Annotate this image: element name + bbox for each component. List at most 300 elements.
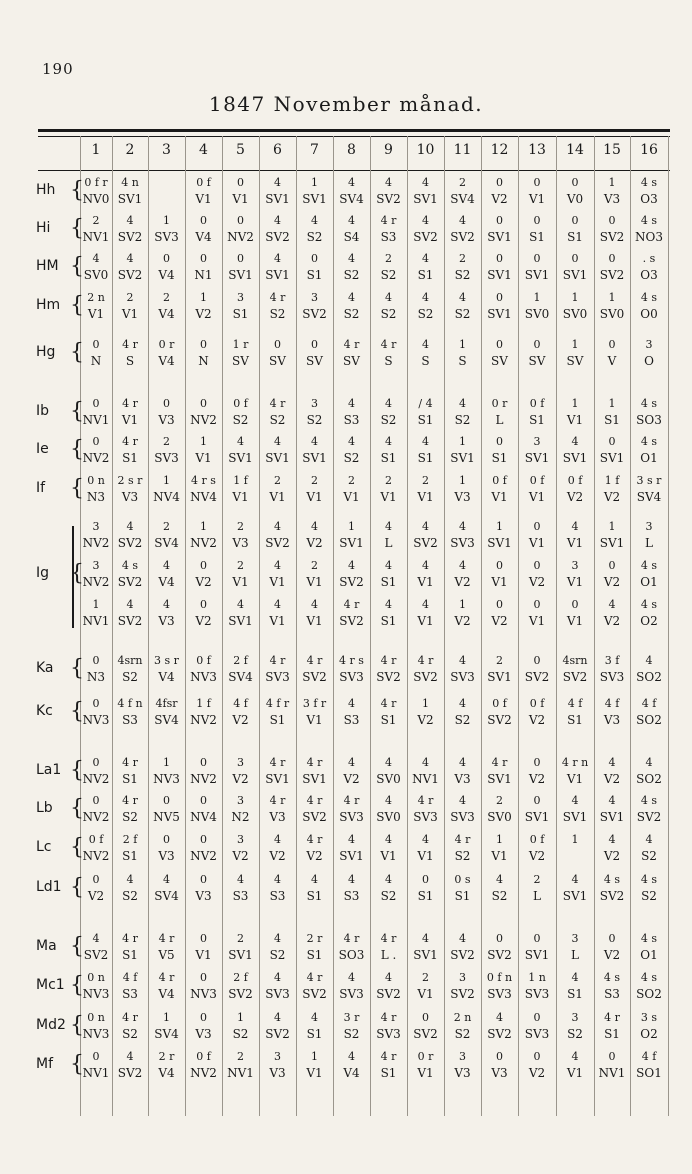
table-cell	[444, 871, 481, 905]
table-cell	[148, 596, 185, 630]
wind-value: S3	[269, 889, 286, 903]
cloud-value: 1	[200, 291, 207, 304]
cloud-value: 4	[459, 559, 466, 572]
table-cell	[481, 831, 518, 865]
table-cell	[112, 1009, 148, 1043]
wind-value: N	[90, 354, 102, 368]
day-header: 10	[416, 142, 435, 158]
wind-value: NO3	[635, 230, 663, 244]
wind-value: V1	[269, 614, 286, 628]
wind-value: S1	[232, 307, 249, 321]
table-cell	[407, 1048, 444, 1082]
cloud-value: 0	[533, 1050, 541, 1063]
wind-value: V0	[566, 192, 584, 206]
cloud-value: 4	[311, 873, 318, 886]
wind-value: SV1	[265, 451, 290, 465]
cloud-value: 4 r	[306, 833, 323, 846]
table-cell	[296, 395, 333, 429]
cloud-value: 0	[92, 397, 100, 410]
wind-value: V3	[454, 1066, 471, 1080]
wind-value: SV3	[524, 1027, 550, 1041]
cloud-value: 4	[126, 520, 134, 533]
cloud-value: 4	[163, 873, 170, 886]
table-cell	[481, 336, 518, 370]
table-cell	[112, 472, 148, 506]
wind-value: NV1	[82, 1066, 110, 1080]
wind-value: SV1	[524, 268, 550, 282]
table-cell	[630, 472, 668, 506]
table-cell	[630, 596, 668, 630]
wind-value: SV2	[376, 987, 401, 1001]
cloud-value: 0	[533, 559, 541, 572]
table-cell	[594, 1048, 630, 1082]
wind-value: SV2	[599, 889, 625, 903]
table-cell	[444, 831, 481, 865]
wind-value: SV1	[524, 451, 550, 465]
table-cell	[333, 395, 370, 429]
cloud-value: 4srn	[117, 654, 143, 667]
table-cell	[333, 792, 370, 826]
cloud-value: 0 f r	[84, 176, 108, 189]
day-header: 15	[603, 142, 621, 158]
table-cell	[148, 518, 185, 552]
cloud-value: 0	[92, 1050, 100, 1063]
table-cell	[112, 831, 148, 865]
page-title: 1847 November månad.	[208, 92, 484, 116]
table-cell	[444, 336, 481, 370]
cloud-value: 4fsr	[155, 697, 178, 710]
cloud-value: 4 f	[567, 697, 583, 710]
cloud-value: 0	[608, 252, 616, 265]
table-cell	[112, 969, 148, 1003]
wind-value: S3	[343, 713, 360, 727]
wind-value: NV2	[82, 451, 110, 465]
wind-value: S1	[529, 230, 545, 244]
cloud-value: 1	[571, 833, 579, 846]
row-label: Ig	[36, 565, 50, 581]
cloud-value: 4	[422, 291, 429, 304]
cloud-value: 4	[645, 833, 653, 846]
wind-value: SV1	[599, 536, 625, 550]
wind-value: SV1	[413, 948, 438, 962]
table-cell	[630, 695, 668, 729]
table-cell	[518, 289, 556, 323]
table-cell	[518, 871, 556, 905]
cloud-value: 0	[163, 833, 170, 846]
cloud-value: 0 f	[196, 176, 211, 189]
wind-value: SV1	[265, 268, 290, 282]
cloud-value: 0 n	[87, 474, 105, 487]
table-cell	[80, 518, 112, 552]
cloud-value: 4	[348, 559, 355, 572]
wind-value: V3	[491, 1066, 508, 1080]
cloud-value	[148, 174, 185, 191]
cloud-value: 4	[348, 291, 355, 304]
table-cell	[407, 871, 444, 905]
wind-value: SV2	[487, 948, 512, 962]
table-cell	[407, 518, 444, 552]
cloud-value: 4 r	[306, 756, 323, 769]
table-cell	[407, 652, 444, 686]
cloud-value: 4	[126, 1050, 134, 1063]
cloud-value: 4 r	[343, 598, 360, 611]
cloud-value: 2	[237, 559, 244, 572]
cloud-value: 0	[533, 794, 541, 807]
cloud-value: 4 s	[640, 794, 658, 807]
table-cell	[518, 695, 556, 729]
table-cell	[407, 557, 444, 591]
cloud-value: 4	[274, 520, 281, 533]
table-cell	[148, 250, 185, 284]
wind-value: V1	[343, 490, 360, 504]
table-cell	[370, 652, 407, 686]
cloud-value: 3	[571, 559, 579, 572]
wind-value: V1	[121, 413, 139, 427]
cloud-value: 4	[422, 520, 429, 533]
table-cell	[556, 212, 594, 246]
wind-value: S2	[454, 413, 471, 427]
row-label: Ka	[36, 660, 54, 676]
cloud-value: 4 r	[380, 932, 397, 945]
wind-value: S2	[306, 230, 323, 244]
wind-value: V1	[380, 849, 397, 863]
table-cell	[259, 336, 296, 370]
table-cell	[148, 212, 185, 246]
wind-value: S1	[417, 268, 434, 282]
cloud-value: 3	[459, 971, 466, 984]
row-brace: {	[70, 178, 84, 203]
cloud-value: 1 f	[604, 474, 620, 487]
cloud-value: 2	[422, 474, 429, 487]
wind-value: V3	[121, 490, 139, 504]
cloud-value: 0	[496, 214, 503, 227]
wind-value: SV	[232, 354, 249, 368]
table-cell	[222, 695, 259, 729]
header-bottom-rule	[38, 170, 670, 171]
day-header: 2	[125, 142, 135, 158]
wind-value: S2	[380, 268, 397, 282]
table-cell	[112, 695, 148, 729]
table-cell	[222, 1048, 259, 1082]
cloud-value: 0	[571, 252, 579, 265]
table-cell	[185, 831, 222, 865]
wind-value: SV2	[450, 987, 475, 1001]
cloud-value: 4 r	[158, 971, 175, 984]
table-cell	[185, 754, 222, 788]
cloud-value: 0	[608, 435, 616, 448]
wind-value: S2	[641, 849, 657, 863]
cloud-value: 4	[274, 1011, 281, 1024]
wind-value: S2	[269, 307, 286, 321]
wind-value: S1	[122, 849, 138, 863]
table-cell	[333, 754, 370, 788]
wind-value: V1	[380, 490, 397, 504]
cloud-value: 4	[348, 833, 355, 846]
cloud-value: 0	[533, 756, 541, 769]
wind-value: V4	[158, 354, 175, 368]
row-label: Ib	[36, 403, 50, 419]
table-cell	[370, 792, 407, 826]
table-cell	[556, 754, 594, 788]
cloud-value: 4	[571, 794, 579, 807]
table-cell	[518, 930, 556, 964]
cloud-value: 4	[274, 971, 281, 984]
cloud-value: / 4	[418, 397, 433, 410]
table-cell	[444, 792, 481, 826]
table-cell	[630, 433, 668, 467]
day-header: 12	[490, 142, 509, 158]
wind-value: V1	[566, 575, 584, 589]
wind-value: V1	[566, 772, 584, 786]
cloud-value: 2	[237, 932, 244, 945]
day-header: 11	[453, 142, 472, 158]
cloud-value: 2 n	[453, 1011, 472, 1024]
cloud-value: 1	[459, 435, 466, 448]
cloud-value: 4 s	[603, 873, 621, 886]
day-header: 5	[236, 142, 245, 158]
wind-value: NV2	[82, 575, 110, 589]
table-cell	[630, 336, 668, 370]
table-cell	[594, 174, 630, 208]
cloud-value: 4	[422, 252, 429, 265]
cloud-value: 4	[385, 397, 392, 410]
cloud-value: 1	[92, 598, 100, 611]
table-cell	[370, 174, 407, 208]
cloud-value: 1	[163, 474, 170, 487]
table-cell	[518, 336, 556, 370]
table-cell	[80, 871, 112, 905]
wind-value: S1	[269, 713, 286, 727]
table-cell	[222, 250, 259, 284]
cloud-value: 3	[571, 932, 579, 945]
cloud-value: 4 r	[306, 654, 323, 667]
table-cell	[259, 433, 296, 467]
table-cell	[594, 518, 630, 552]
cloud-value: 0	[92, 756, 100, 769]
cloud-value: 4	[385, 971, 392, 984]
table-cell	[296, 1009, 333, 1043]
wind-value: SO3	[636, 413, 662, 427]
cloud-value: 4 r	[380, 214, 397, 227]
table-cell	[333, 250, 370, 284]
cloud-value: 1	[608, 176, 616, 189]
page-number: 190	[42, 60, 74, 78]
cloud-value: 4	[311, 598, 318, 611]
wind-value: S3	[604, 987, 620, 1001]
wind-value: S2	[380, 413, 397, 427]
table-cell	[333, 336, 370, 370]
wind-value: S2	[567, 1027, 583, 1041]
table-cell	[222, 174, 259, 208]
wind-value: S1	[122, 772, 138, 786]
row-brace: {	[70, 293, 84, 318]
table-cell	[481, 871, 518, 905]
table-cell	[407, 930, 444, 964]
table-cell	[518, 472, 556, 506]
table-cell	[518, 969, 556, 1003]
cloud-value: 1	[200, 435, 207, 448]
cloud-value: 2	[163, 291, 170, 304]
table-cell	[407, 472, 444, 506]
table-cell	[556, 472, 594, 506]
table-cell	[556, 336, 594, 370]
cloud-value: 3	[459, 1050, 466, 1063]
cloud-value: 2	[459, 176, 466, 189]
wind-value: S	[125, 354, 135, 368]
wind-value: V1	[528, 536, 546, 550]
table-cell	[481, 395, 518, 429]
table-cell	[556, 792, 594, 826]
cloud-value: 4 r	[604, 1011, 620, 1024]
wind-value: NV2	[190, 413, 217, 427]
table-cell	[148, 557, 185, 591]
wind-value: V1	[195, 451, 212, 465]
table-cell	[630, 831, 668, 865]
cloud-value: 0 f	[529, 697, 545, 710]
wind-value: V2	[306, 536, 323, 550]
wind-value: V1	[417, 1066, 434, 1080]
cloud-value: 2	[237, 520, 244, 533]
cloud-value: 4	[237, 873, 244, 886]
table-cell	[556, 831, 594, 865]
wind-value: SV2	[117, 575, 143, 589]
cloud-value: 0	[200, 873, 207, 886]
wind-value: SV2	[265, 230, 290, 244]
wind-value: V2	[603, 490, 621, 504]
cloud-value: 4	[459, 291, 466, 304]
wind-value: SV4	[228, 670, 253, 684]
cloud-value: 4 f r	[265, 697, 290, 710]
wind-value: S1	[417, 413, 434, 427]
cloud-value: 0	[608, 214, 616, 227]
cloud-value: 4	[348, 1050, 355, 1063]
wind-value: NV3	[190, 670, 217, 684]
cloud-value: 1	[422, 697, 429, 710]
table-cell	[594, 695, 630, 729]
table-cell	[594, 930, 630, 964]
cloud-value: 0	[496, 1050, 503, 1063]
wind-value: S3	[343, 413, 360, 427]
table-cell	[222, 395, 259, 429]
row-brace: {	[70, 1052, 84, 1077]
cloud-value: 4 r s	[191, 474, 216, 487]
cloud-value: 4	[348, 252, 355, 265]
table-cell	[296, 557, 333, 591]
wind-value: V2	[269, 849, 286, 863]
wind-value: SV2	[83, 948, 109, 962]
table-cell	[556, 1009, 594, 1043]
table-cell	[518, 1048, 556, 1082]
cloud-value: 3	[571, 1011, 579, 1024]
cloud-value: 3	[237, 794, 244, 807]
cloud-value: 0	[163, 397, 170, 410]
wind-value: SV1	[487, 536, 512, 550]
table-cell	[594, 250, 630, 284]
cloud-value: 0	[571, 598, 579, 611]
table-cell	[296, 754, 333, 788]
table-cell	[333, 472, 370, 506]
table-cell	[370, 596, 407, 630]
cloud-value: 4	[459, 794, 466, 807]
wind-value: V1	[232, 192, 249, 206]
wind-value: V2	[603, 614, 621, 628]
table-cell	[594, 831, 630, 865]
cloud-value: 4	[237, 598, 244, 611]
wind-value: S3	[380, 230, 397, 244]
wind-value: SV2	[302, 670, 327, 684]
cloud-value: 1 f	[233, 474, 248, 487]
wind-value: V1	[528, 490, 546, 504]
table-cell	[148, 792, 185, 826]
cloud-value: 1	[163, 756, 170, 769]
wind-value: NV3	[190, 987, 217, 1001]
table-cell	[222, 754, 259, 788]
table-cell	[594, 395, 630, 429]
table-cell	[407, 831, 444, 865]
wind-value: V1	[306, 490, 323, 504]
cloud-value: 4	[422, 338, 429, 351]
wind-value: NV2	[82, 536, 110, 550]
wind-value: O2	[640, 614, 658, 628]
table-cell	[370, 1009, 407, 1043]
table-cell	[518, 792, 556, 826]
cloud-value: 4 r	[122, 932, 138, 945]
wind-value: V2	[491, 614, 508, 628]
wind-value: V2	[566, 490, 584, 504]
wind-value: S2	[454, 713, 471, 727]
wind-value: SV2	[413, 536, 438, 550]
cloud-value: 4	[608, 598, 616, 611]
table-cell	[518, 518, 556, 552]
table-cell	[296, 930, 333, 964]
wind-value: V1	[269, 575, 286, 589]
cloud-value: 4 s	[640, 397, 658, 410]
cloud-value: 0 r	[491, 397, 508, 410]
cloud-value: 4	[385, 559, 392, 572]
cloud-value: 0	[237, 214, 244, 227]
wind-value: S1	[380, 614, 397, 628]
cloud-value: 3 s	[640, 1011, 658, 1024]
cloud-value: 0	[92, 873, 100, 886]
table-cell	[444, 754, 481, 788]
table-cell	[630, 395, 668, 429]
table-cell	[185, 212, 222, 246]
cloud-value: 3	[237, 833, 244, 846]
wind-value: SV1	[487, 307, 512, 321]
cloud-value: 0	[200, 397, 207, 410]
wind-value: SV1	[562, 810, 588, 824]
cloud-value: 4 r	[380, 1011, 397, 1024]
table-cell	[80, 831, 112, 865]
row-label: La1	[36, 762, 62, 778]
table-cell	[518, 831, 556, 865]
cloud-value: 4 r	[122, 338, 138, 351]
wind-value: NV2	[227, 230, 254, 244]
wind-value: SV1	[265, 192, 290, 206]
wind-value: S	[384, 354, 393, 368]
table-cell	[630, 557, 668, 591]
cloud-value: 4 s	[640, 435, 658, 448]
wind-value: SO2	[636, 987, 662, 1001]
table-cell	[259, 792, 296, 826]
wind-value: S1	[454, 889, 471, 903]
wind-value: V1	[491, 575, 508, 589]
cloud-value: 2	[311, 474, 318, 487]
row-label: Kc	[36, 703, 53, 719]
wind-value: NV1	[598, 1066, 626, 1080]
wind-value: SV0	[487, 810, 512, 824]
wind-value: SV2	[117, 614, 143, 628]
